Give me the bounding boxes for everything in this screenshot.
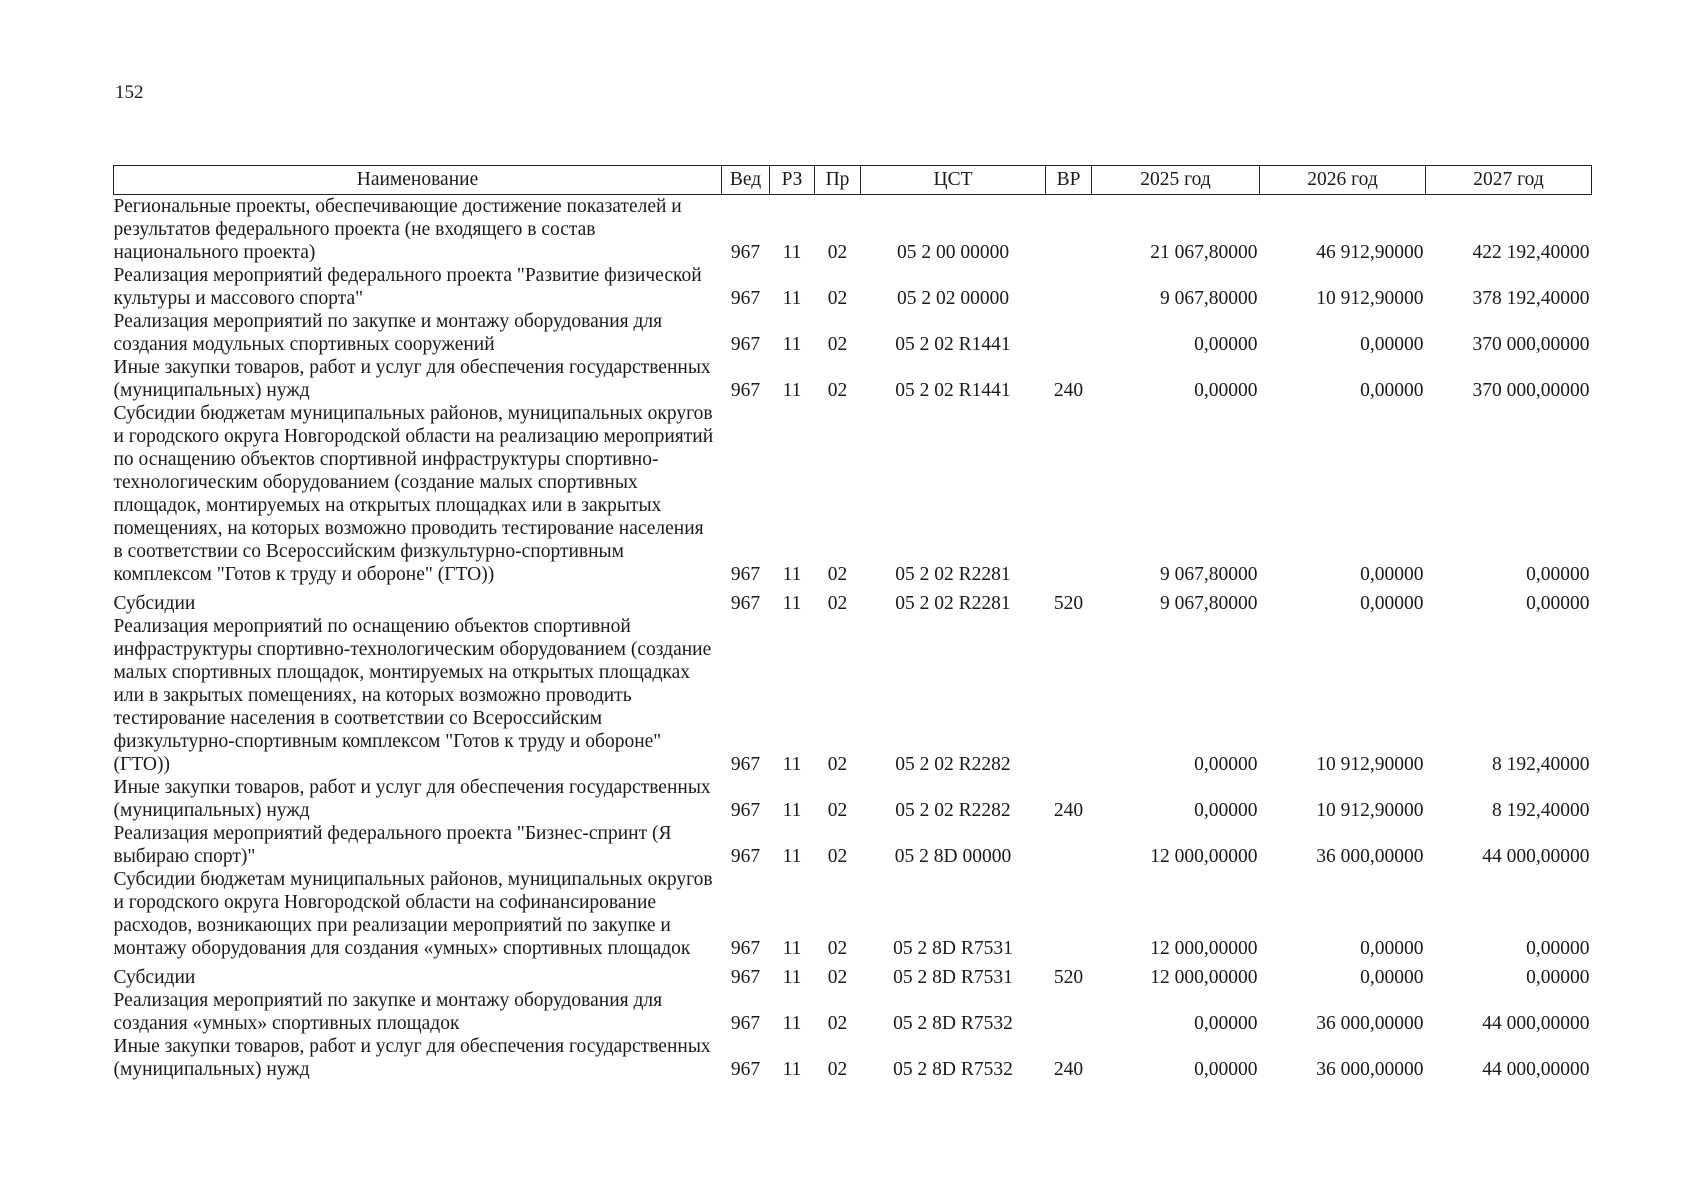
row-2026: 0,00000 (1360, 334, 1424, 355)
row-pr: 02 (827, 754, 848, 775)
row-2026: 0,00000 (1360, 593, 1424, 614)
row-cst: 05 2 02 R1441 (895, 334, 1011, 355)
table-row (114, 356, 1592, 402)
row-2025: 9 067,80000 (1160, 564, 1258, 585)
row-2025: 12 000,00000 (1150, 967, 1258, 988)
row-ved: 967 (730, 1013, 761, 1034)
row-rz: 11 (782, 967, 802, 988)
row-cst: 05 2 8D R7531 (893, 967, 1013, 988)
row-cst: 05 2 02 R2282 (895, 754, 1011, 775)
row-vr (1046, 310, 1092, 356)
row-name: Субсидии (113, 967, 196, 988)
row-vr (1046, 822, 1092, 868)
row-rz: 11 (782, 380, 802, 401)
table-row (114, 868, 1592, 960)
row-pr: 02 (827, 1059, 848, 1080)
row-vr: 240 (1053, 800, 1084, 821)
row-2027: 8 192,40000 (1492, 800, 1590, 821)
row-2027: 422 192,40000 (1472, 242, 1590, 263)
row-2025: 0,00000 (1194, 754, 1258, 775)
row-rz: 11 (782, 564, 802, 585)
header-2026: 2026 год (1260, 166, 1426, 195)
budget-table (113, 165, 1592, 1081)
row-rz: 11 (782, 754, 802, 775)
row-rz: 11 (782, 593, 802, 614)
row-rz: 11 (782, 938, 802, 959)
row-cst: 05 2 02 R2281 (895, 593, 1011, 614)
table-row (114, 402, 1592, 586)
row-rz: 11 (782, 1059, 802, 1080)
row-2025: 9 067,80000 (1160, 593, 1258, 614)
table-row (114, 586, 1592, 615)
row-ved: 967 (730, 288, 761, 309)
row-name: Региональные проекты, обеспечивающие достижение показателей и результатов федерального проекта (не входящего в состав национального проекта) (113, 196, 682, 263)
row-2027: 0,00000 (1526, 967, 1590, 988)
row-name: Реализация мероприятий по закупке и монтажу оборудования для создания модульных спортивных сооружений (113, 311, 663, 355)
row-2025: 12 000,00000 (1150, 846, 1258, 867)
header-2027: 2027 год (1426, 166, 1592, 195)
row-vr: 520 (1053, 593, 1084, 614)
row-name: Иные закупки товаров, работ и услуг для обеспечения государственных (муниципальных) нужд (113, 777, 711, 821)
row-vr (1046, 402, 1092, 586)
budget-table-container (113, 165, 1591, 1081)
row-2027: 0,00000 (1526, 593, 1590, 614)
table-row (114, 615, 1592, 776)
row-vr: 520 (1053, 967, 1084, 988)
row-2026: 10 912,90000 (1316, 288, 1424, 309)
row-cst: 05 2 8D R7531 (893, 938, 1013, 959)
table-row (114, 960, 1592, 989)
header-pr: Пр (815, 166, 861, 195)
row-2026: 0,00000 (1360, 967, 1424, 988)
table-header-row (114, 166, 1592, 195)
row-name: Реализация мероприятий по оснащению объектов спортивной инфраструктуры спортивно-технологическим оборудованием (создание малых спортивных площадок, монтируемых на открытых площадках или в закрытых помещениях, на которых возможно проводить тестирование населения в соответствии со Всероссийским физкультурно-спортивным комплексом "Готов к труду и обороне" (ГТО)) (113, 616, 712, 775)
row-cst: 05 2 8D R7532 (893, 1013, 1013, 1034)
row-rz: 11 (782, 242, 802, 263)
row-ved: 967 (730, 334, 761, 355)
row-2026: 0,00000 (1360, 564, 1424, 585)
row-vr (1046, 615, 1092, 776)
table-row (114, 310, 1592, 356)
row-ved: 967 (730, 938, 761, 959)
row-cst: 05 2 02 00000 (896, 288, 1010, 309)
row-ved: 967 (730, 800, 761, 821)
row-vr: 240 (1053, 1059, 1084, 1080)
row-pr: 02 (827, 1013, 848, 1034)
row-ved: 967 (730, 380, 761, 401)
table-row (114, 822, 1592, 868)
table-row (114, 1035, 1592, 1081)
row-2025: 0,00000 (1194, 1013, 1258, 1034)
row-rz: 11 (782, 800, 802, 821)
row-2026: 36 000,00000 (1316, 1013, 1424, 1034)
row-ved: 967 (730, 1059, 761, 1080)
header-ved: Вед (722, 166, 770, 195)
row-vr (1046, 989, 1092, 1035)
row-cst: 05 2 02 R2281 (895, 564, 1011, 585)
row-2027: 44 000,00000 (1482, 1059, 1590, 1080)
row-2026: 36 000,00000 (1316, 846, 1424, 867)
row-2026: 46 912,90000 (1316, 242, 1424, 263)
row-cst: 05 2 8D 00000 (894, 846, 1012, 867)
row-name: Реализация мероприятий федерального проекта "Развитие физической культуры и массового спорта" (113, 265, 702, 309)
row-2026: 10 912,90000 (1316, 754, 1424, 775)
row-pr: 02 (827, 334, 848, 355)
table-row (114, 989, 1592, 1035)
row-name: Иные закупки товаров, работ и услуг для обеспечения государственных (муниципальных) нужд (113, 1036, 711, 1080)
row-cst: 05 2 02 R2282 (895, 800, 1011, 821)
header-name: Наименование (114, 166, 722, 195)
row-2026: 10 912,90000 (1316, 800, 1424, 821)
row-pr: 02 (827, 380, 848, 401)
row-ved: 967 (730, 846, 761, 867)
row-2025: 0,00000 (1194, 800, 1258, 821)
row-pr: 02 (827, 800, 848, 821)
row-name: Иные закупки товаров, работ и услуг для обеспечения государственных (муниципальных) нужд (113, 357, 711, 401)
row-2025: 21 067,80000 (1150, 242, 1258, 263)
table-row (114, 776, 1592, 822)
row-cst: 05 2 02 R1441 (895, 380, 1011, 401)
row-2027: 44 000,00000 (1482, 1013, 1590, 1034)
row-ved: 967 (730, 593, 761, 614)
row-vr (1046, 264, 1092, 310)
row-2025: 0,00000 (1194, 380, 1258, 401)
table-row (114, 264, 1592, 310)
row-ved: 967 (730, 242, 761, 263)
page-number: 152 (115, 82, 144, 103)
header-rz: РЗ (770, 166, 815, 195)
row-pr: 02 (827, 938, 848, 959)
row-2027: 0,00000 (1526, 938, 1590, 959)
row-ved: 967 (730, 564, 761, 585)
row-vr (1046, 195, 1092, 265)
row-2026: 36 000,00000 (1316, 1059, 1424, 1080)
row-2025: 9 067,80000 (1160, 288, 1258, 309)
row-cst: 05 2 00 00000 (896, 242, 1010, 263)
row-2027: 8 192,40000 (1492, 754, 1590, 775)
header-cst: ЦСТ (861, 166, 1046, 195)
row-name: Реализация мероприятий федерального проекта "Бизнес-спринт (Я выбираю спорт)" (113, 823, 672, 867)
row-2026: 0,00000 (1360, 938, 1424, 959)
row-2025: 12 000,00000 (1150, 938, 1258, 959)
row-vr (1046, 868, 1092, 960)
row-rz: 11 (782, 288, 802, 309)
row-pr: 02 (827, 288, 848, 309)
row-2026: 0,00000 (1360, 380, 1424, 401)
row-vr: 240 (1053, 380, 1084, 401)
row-cst: 05 2 8D R7532 (893, 1059, 1013, 1080)
row-2027: 378 192,40000 (1472, 288, 1590, 309)
row-ved: 967 (730, 754, 761, 775)
row-name: Реализация мероприятий по закупке и монтажу оборудования для создания «умных» спортивных площадок (113, 990, 663, 1034)
table-row (114, 195, 1592, 265)
row-2027: 370 000,00000 (1472, 334, 1590, 355)
row-2027: 0,00000 (1526, 564, 1590, 585)
row-name: Субсидии (113, 593, 196, 614)
row-pr: 02 (827, 242, 848, 263)
row-2025: 0,00000 (1194, 1059, 1258, 1080)
row-pr: 02 (827, 846, 848, 867)
row-rz: 11 (782, 334, 802, 355)
row-2027: 44 000,00000 (1482, 846, 1590, 867)
row-pr: 02 (827, 967, 848, 988)
row-2025: 0,00000 (1194, 334, 1258, 355)
row-pr: 02 (827, 564, 848, 585)
header-vr: ВР (1046, 166, 1092, 195)
row-name: Субсидии бюджетам муниципальных районов, муниципальных округов и городского округа Новгородской области на софинансирование расходов, возникающих при реализации мероприятий по закупке и монтажу оборудования для создания «умных» спортивных площадок (113, 869, 713, 959)
row-rz: 11 (782, 846, 802, 867)
row-name: Субсидии бюджетам муниципальных районов, муниципальных округов и городского округа Новгородской области на реализацию мероприятий по оснащению объектов спортивной инфраструктуры спортивно-технологическим оборудованием (создание малых спортивных площадок, монтируемых на открытых площадках или в закрытых помещениях, на которых возможно проводить тестирование населения в соответствии со Всероссийским физкультурно-спортивным комплексом "Готов к труду и обороне" (ГТО)) (113, 403, 714, 585)
row-ved: 967 (730, 967, 761, 988)
header-2025: 2025 год (1092, 166, 1260, 195)
row-pr: 02 (827, 593, 848, 614)
row-rz: 11 (782, 1013, 802, 1034)
row-2027: 370 000,00000 (1472, 380, 1590, 401)
